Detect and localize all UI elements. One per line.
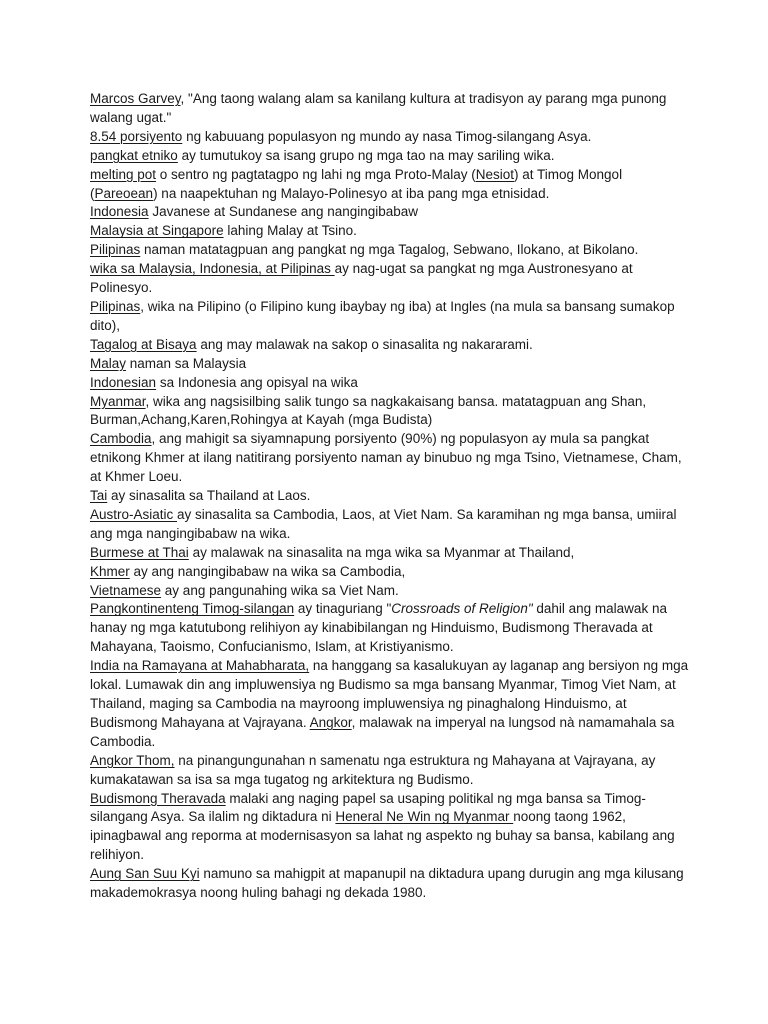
body-text: ) at Timog Mongol (: [90, 166, 623, 201]
body-text: , ang mahigit sa siyamnapung porsiyento (90%) ng populasyon ay mula sa pangkat etnikong Khmer at ilang natitirang porsiyento naman ay binubuo ng mga Tsino, Vietnamese, Cham, at Khmer Loeu.: [90, 431, 682, 485]
underlined-term: Nesiot: [475, 166, 515, 182]
paragraph: [90, 203, 690, 222]
body-text: , wika ang nagsisilbing salik tungo sa nagkakaisang bansa. matatagpuan ang Shan, Burman,Achang,Karen,Rohingya at Kayah (mga Budista): [90, 393, 647, 428]
underlined-term: Austro-Asiatic: [90, 506, 178, 522]
underlined-term: Marcos Garvey: [90, 91, 181, 106]
underlined-term: melting pot: [90, 166, 157, 182]
underlined-term: Heneral Ne Win ng Myanmar: [335, 809, 514, 825]
underlined-term: Indonesian: [90, 374, 157, 390]
body-text: ay ang nangingibabaw na wika sa Cambodia,: [129, 563, 406, 579]
paragraph: [90, 563, 690, 582]
paragraph: [90, 865, 690, 903]
body-text: naman sa Malaysia: [126, 355, 247, 371]
body-text: ang may malawak na sakop o sinasalita ng nakararami.: [196, 336, 533, 352]
body-text: lahing Malay at Tsino.: [223, 223, 357, 239]
paragraph: [90, 147, 690, 166]
body-text: ay ang pangunahing wika sa Viet Nam.: [161, 582, 399, 598]
body-text: namuno sa mahigpit at mapanupil na diktadura upang durugin ang mga kilusang makademokrasya noong huling bahagi ng dekada 1980.: [90, 866, 684, 901]
paragraph: [90, 222, 690, 241]
paragraph: [90, 790, 690, 866]
paragraph: [90, 506, 690, 544]
body-text: na pinangungunahan n samenatu nga estruktura ng Mahayana at Vajrayana, ay kumakatawan sa isa sa mga tugatog ng arkitektura ng Budismo.: [90, 752, 656, 787]
paragraph: [90, 752, 690, 790]
paragraph: [90, 128, 690, 147]
body-text: ay malawak na sinasalita na mga wika sa Myanmar at Thailand,: [188, 544, 575, 560]
body-text: ay sinasalita sa Cambodia, Laos, at Viet Nam. Sa karamihan ng mga bansa, umiiral ang mga nangingibabaw na wika.: [90, 506, 677, 541]
body-text: , "Ang taong walang alam sa kanilang kultura at tradisyon ay parang mga punong walang ugat.": [90, 91, 667, 125]
body-text: ay sinasalita sa Thailand at Laos.: [107, 488, 311, 504]
paragraph: [90, 600, 690, 657]
paragraph: [90, 298, 690, 336]
underlined-term: Khmer: [90, 563, 130, 579]
underlined-term: Pangkontinenteng Timog-silangan: [90, 601, 295, 617]
body-text: ng kabuuang populasyon ng mundo ay nasa Timog-silangang Asya.: [182, 128, 592, 144]
underlined-term: Pilipinas: [90, 298, 141, 314]
body-text: ) na naapektuhan ng Malayo-Polinesyo at iba pang mga etnisidad.: [153, 185, 550, 201]
underlined-term: Aung San Suu Kyi: [90, 866, 200, 882]
underlined-term: Budismong Theravada: [90, 790, 226, 806]
underlined-term: Malaysia at Singapore: [90, 223, 224, 239]
body-text: naman matatagpuan ang pangkat ng mga Tagalog, Sebwano, Ilokano, at Bikolano.: [140, 242, 639, 258]
body-text: na hanggang sa kasalukuyan ay laganap ang bersiyon ng mga lokal. Lumawak din ang impluwensiya ng Budismo sa mga bansang Myanmar, Timog Viet Nam, at Thailand, maging sa Cambodia na mayroong impluwensiya ng pinaghalong Hinduismo, at Budismong Mahayana at Vajrayana.: [90, 658, 689, 730]
underlined-term: 8.54 porsiyento: [90, 128, 183, 144]
underlined-term: Angkor Thom,: [90, 752, 175, 768]
underlined-term: Malay: [90, 355, 127, 371]
body-text: Javanese at Sundanese ang nangingibabaw: [148, 204, 419, 220]
underlined-term: Angkor: [309, 714, 352, 730]
document-body: [90, 90, 690, 903]
paragraph: [90, 544, 690, 563]
underlined-term: Vietnamese: [90, 582, 162, 598]
body-text: ay tumutukoy sa isang grupo ng mga tao na may sariling wika.: [177, 147, 555, 163]
paragraph: [90, 241, 690, 260]
underlined-term: pangkat etniko: [90, 147, 178, 163]
paragraph: [90, 657, 690, 752]
body-text: o sentro ng pagtatagpo ng lahi ng mga Proto-Malay (: [156, 166, 476, 182]
underlined-term: India na Ramayana at Mahabharata,: [90, 658, 310, 674]
underlined-term: Myanmar: [90, 393, 146, 409]
paragraph: [90, 487, 690, 506]
body-text: noong taong 1962, ipinagbawal ang reporma at modernisasyon sa lahat ng aspekto ng buhay sa bansa, kabilang ang relihiyon.: [90, 809, 675, 863]
paragraph: [90, 355, 690, 374]
body-text: malaki ang naging papel sa usaping politikal ng mga bansa sa Timog-silangang Asya. Sa ilalim ng diktadura ni: [90, 790, 646, 825]
body-text: ay tinaguriang ": [294, 601, 392, 617]
paragraph: [90, 393, 690, 431]
body-text: dahil ang malawak na hanay ng mga katutubong relihiyon ay kinabibilangan ng Hinduismo, Budismong Theravada at Mahayana, Taoismo, Confucianismo, Islam, at Kristiyanismo.: [90, 601, 667, 655]
body-text: , malawak na imperyal na lungsod nà namamahala sa Cambodia.: [90, 714, 675, 749]
paragraph: [90, 166, 690, 204]
body-text: sa Indonesia ang opisyal na wika: [156, 374, 358, 390]
underlined-term: Pareoean: [94, 185, 154, 201]
underlined-term: Tai: [90, 488, 108, 504]
underlined-term: Cambodia: [90, 431, 152, 447]
italic-text: Crossroads of Religion": [391, 601, 533, 617]
underlined-term: Indonesia: [90, 204, 149, 220]
body-text: , wika na Pilipino (o Filipino kung ibaybay ng iba) at Ingles (na mula sa bansang sumakop dito),: [90, 298, 675, 333]
paragraph: [90, 374, 690, 393]
underlined-term: Burmese at Thai: [90, 544, 189, 560]
paragraph: [90, 336, 690, 355]
underlined-term: Pilipinas: [90, 242, 141, 258]
body-text: ay nag-ugat sa pangkat ng mga Austronesyano at Polinesyo.: [90, 261, 633, 296]
paragraph: [90, 260, 690, 298]
underlined-term: Tagalog at Bisaya: [90, 336, 197, 352]
paragraph: [90, 90, 690, 128]
paragraph: [90, 430, 690, 487]
paragraph: [90, 582, 690, 601]
underlined-term: wika sa Malaysia, Indonesia, at Pilipinas: [90, 261, 335, 277]
